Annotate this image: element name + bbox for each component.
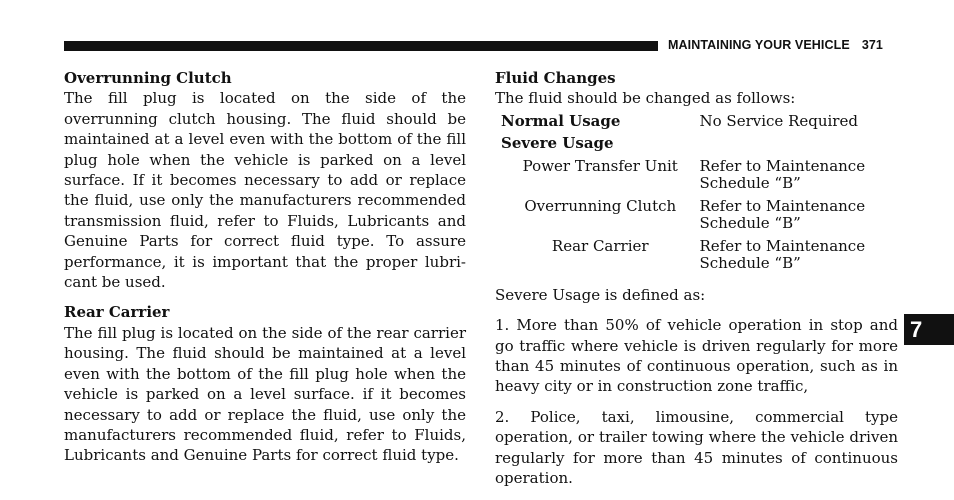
fluid-changes-intro: The fluid should be changed as follows: [495,89,796,108]
severe-item-value [700,238,899,273]
severe-item-label: Overrunning Clutch [524,196,677,215]
normal-usage-row [495,113,898,131]
severe-item-label: Rear Carrier [551,236,649,255]
severe-item-value [700,158,899,193]
severe-usage-defined: Severe Usage is defined as: [495,285,706,304]
rear-carrier-heading: Rear Carrier [64,303,170,322]
table-row [495,158,898,193]
header-rule [64,41,658,51]
table-row [495,238,898,273]
severe-item-value-line2: Schedule “B” [699,174,801,193]
left-column [64,68,466,466]
severe-item-value-line1: Refer to Maintenance [699,236,866,255]
chapter-tab: 7 [904,314,954,345]
running-header [668,38,883,52]
severe-usage-label: Severe Usage [501,134,614,153]
fluid-change-table [495,113,898,273]
severe-item-value-line2: Schedule “B” [699,214,801,233]
page-number: 371 [861,38,883,52]
rear-carrier-body: The fill plug is located on the side of the rear carrier housing. The fluid should be maintained at a level even with the bottom of the fill plug hole when the vehicle is parked on a level surface. if it becomes necessary to add or replace the fluid, use only the manufacturers recommended fluid, refer to Fluids, Lubricants and Genuine Parts for correct fluid type. [64,323,466,465]
severe-item-label: Power Transfer Unit [522,156,678,175]
overrunning-clutch-heading: Overrunning Clutch [64,69,232,87]
severe-usage-row [495,135,898,153]
severe-item-value-line1: Refer to Maintenance [699,156,866,175]
definition-2: 2. Police, taxi, limousine, commercial type operation, or trailer towing where the vehicle driven regularly for more than 45 minutes of continuous operation. [495,407,898,488]
definition-1: 1. More than 50% of vehicle operation in stop and go traffic where vehicle is driven regularly for more than 45 minutes of continuous operation, such as in heavy city or in construction zone traffic, [495,316,898,396]
right-column [495,68,898,488]
section-title: MAINTAINING YOUR VEHICLE [668,38,850,52]
severe-item-value-line1: Refer to Maintenance [699,196,866,215]
normal-usage-value: No Service Required [699,111,858,130]
overrunning-clutch-body: The fill plug is located on the side of the overrunning clutch housing. The fluid should be maintained at a level even with the bottom of the fill plug hole when the vehicle is parked on a level surface. If it becomes necessary to add or replace the fluid, use only the manufacturers recommended transmission fluid, refer to Fluids, Lubricants and Genuine Parts for correct fluid type. To assure performance, it is important that the proper lubricant be used. [64,89,466,292]
table-row [495,198,898,233]
severe-item-value-line2: Schedule “B” [699,254,801,273]
fluid-changes-heading: Fluid Changes [495,69,616,87]
severe-item-value [700,198,899,233]
normal-usage-label: Normal Usage [501,111,621,130]
